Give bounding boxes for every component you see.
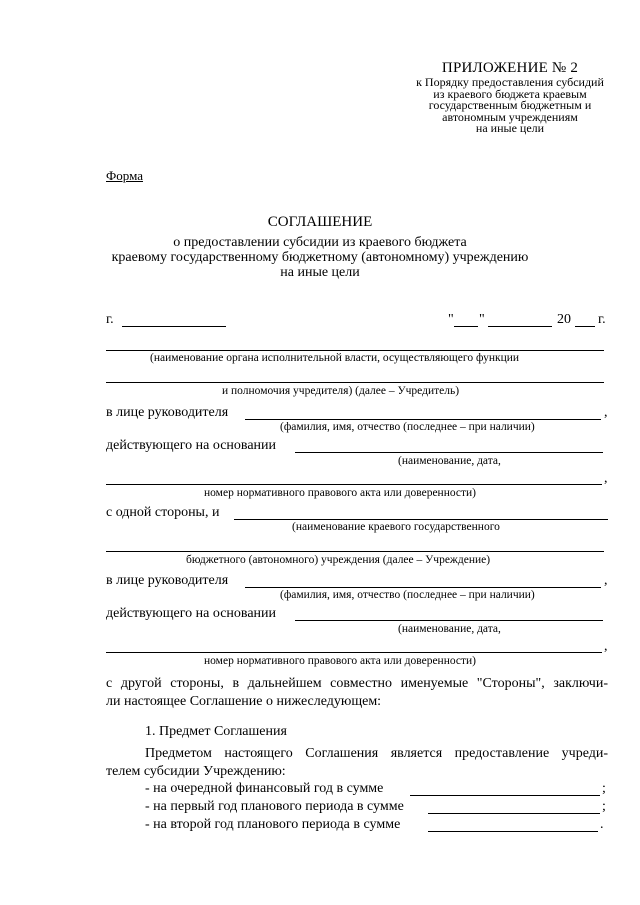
document-page: ПРИЛОЖЕНИЕ № 2 к Порядку предоставления субсидий из краевого бюджета краевым государственным бюджетным и автономным учреждениям на иные цели Форма СОГЛАШЕНИЕ о предоставлении субсидии из краевого бюджета краевому государственному бюджетному (автономному) учреждению на иные цели г. " " 20 г. (наименование органа исполнительной власти, осуществляющего функции и полномочия учредителя) (далее – Учредитель) в лице руководителя , (фамилия, имя, отчество (последнее – при наличии) действующего на основании (наименование, дата, , номер нормативного правового акта или доверенности) с одной стороны, и (наименование краевого государственного бюджетного (автономного) учреждения (далее – Учреждение) в лице руководителя , (фамилия, имя, отчество (последнее – при наличии) действующего на основании (наименование, дата, , номер нормативного правового акта или доверенности) с другой стороны, в дальнейшем совместно именуемые "Стороны", заключи- ли настоящее Соглашение о нижеследующем: 1. Предмет Соглашения Предметом настоящего Соглашения является предоставление учреди- телем субсидии Учреждению: - на очередной финансовый год в сумме ; - на первый год планового периода в сумме ; - на второй год планового периода в сумме . <box>0 0 640 905</box>
caption-basis-1a: (наименование, дата, <box>398 455 501 467</box>
subtitle-line: о предоставлении субсидии из краевого бюджета <box>173 235 467 250</box>
appendix-line: на иные цели <box>475 121 545 135</box>
label-one-side: с одной стороны, и <box>106 505 220 520</box>
appendix-line: автономным учреждениям <box>442 109 578 124</box>
sum-item-label: - на второй год планового периода в сумме <box>145 817 401 832</box>
authority-field-line-2[interactable] <box>106 382 604 383</box>
label-basis-2: действующего на основании <box>106 606 277 621</box>
section-para-line-2: телем субсидии Учреждению: <box>106 764 286 779</box>
caption-basis-2a: (наименование, дата, <box>398 623 501 635</box>
label-basis-1: действующего на основании <box>106 438 277 453</box>
appendix-line: к Порядку предоставления субсидий <box>416 75 604 89</box>
month-field-line[interactable] <box>488 326 552 327</box>
caption-authority-2: и полномочия учредителя) (далее – Учредитель) <box>222 385 460 397</box>
institution-field-line[interactable] <box>234 519 608 520</box>
basis-2-field-line[interactable] <box>295 620 603 621</box>
sum-item-end: . <box>600 817 604 832</box>
head-1-field-line[interactable] <box>245 419 601 420</box>
section-heading: 1. Предмет Соглашения <box>145 724 287 739</box>
section-para-line-1: Предметом настоящего Соглашения является предоставление учреди- <box>145 746 608 761</box>
year-field-line[interactable] <box>575 326 595 327</box>
basis-1-field-line-2[interactable] <box>106 484 602 485</box>
sum-item-label: - на очередной финансовый год в сумме <box>145 781 384 796</box>
appendix-line: государственным бюджетным и <box>428 98 592 112</box>
quote-open: " <box>448 312 454 327</box>
sum-field-line[interactable] <box>410 795 600 796</box>
year-suffix: г. <box>598 312 606 327</box>
other-side-line-1: с другой стороны, в дальнейшем совместно именуемые "Стороны", заключи- <box>106 676 608 691</box>
caption-fio-2: (фамилия, имя, отчество (последнее – при наличии) <box>280 589 535 601</box>
other-side-line-2: ли настоящее Соглашение о нижеследующем: <box>106 694 382 709</box>
subtitle-line: на иные цели <box>280 265 360 280</box>
year-prefix: 20 <box>557 312 571 327</box>
institution-field-line-2[interactable] <box>106 551 604 552</box>
appendix-line: из краевого бюджета краевым <box>433 86 587 101</box>
sum-item-label: - на первый год планового периода в сумме <box>145 799 404 814</box>
sum-item-end: ; <box>602 799 606 814</box>
sum-item-end: ; <box>602 781 606 796</box>
label-head-2: в лице руководителя <box>106 573 229 588</box>
sum-field-line[interactable] <box>428 831 598 832</box>
authority-field-line[interactable] <box>106 350 604 351</box>
caption-fio-1: (фамилия, имя, отчество (последнее – при наличии) <box>280 421 535 433</box>
caption-institution-2: бюджетного (автономного) учреждения (далее – Учреждение) <box>186 554 491 566</box>
basis-2-field-line-2[interactable] <box>106 652 602 653</box>
head-2-field-line[interactable] <box>245 587 601 588</box>
caption-institution: (наименование краевого государственного <box>292 521 500 533</box>
basis-1-field-line[interactable] <box>295 452 603 453</box>
sum-field-line[interactable] <box>428 813 600 814</box>
caption-authority: (наименование органа исполнительной власти, осуществляющего функции <box>150 352 520 364</box>
appendix-reference <box>390 77 630 135</box>
city-field-line[interactable] <box>122 326 226 327</box>
subtitle-line: краевому государственному бюджетному (автономному) учреждению <box>111 250 529 265</box>
label-head-1: в лице руководителя <box>106 405 229 420</box>
day-field-line[interactable] <box>454 326 478 327</box>
quote-close: " <box>479 312 485 327</box>
city-prefix: г. <box>106 312 114 327</box>
caption-basis-2b: номер нормативного правового акта или доверенности) <box>204 655 477 667</box>
caption-basis-1b: номер нормативного правового акта или доверенности) <box>204 487 477 499</box>
document-title: СОГЛАШЕНИЕ <box>267 214 373 230</box>
appendix-title: ПРИЛОЖЕНИЕ № 2 <box>441 60 579 76</box>
form-label: Форма <box>106 168 143 183</box>
